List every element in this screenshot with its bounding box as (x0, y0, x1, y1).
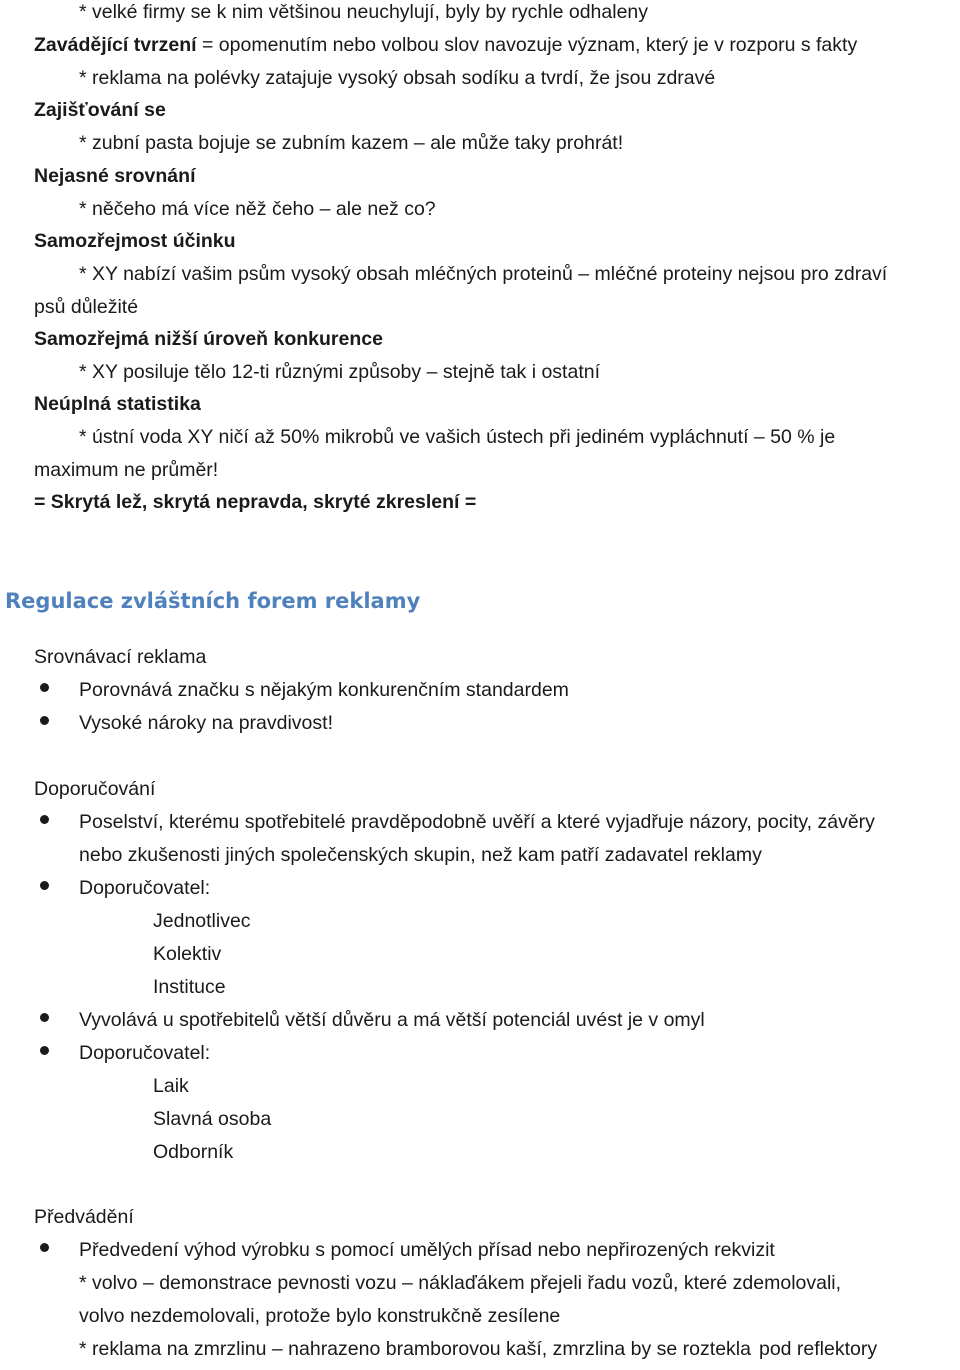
text-line: * XY posiluje tělo 12-ti různými způsoby – stejně tak i ostatní (79, 361, 600, 383)
text-line: * XY nabízí vašim psům vysoký obsah mléčných proteinů – mléčné proteiny nejsou pro zdraví (79, 263, 888, 285)
bullet-item: Vyvolává u spotřebitelů větší důvěru a má větší potenciál uvést je v omyl (79, 1009, 705, 1031)
summary-line (34, 490, 960, 523)
subsection-title: Srovnávací reklama (34, 646, 207, 668)
text-segment: * reklama na zmrzlinu – nahrazeno bramborovou kaší, zmrzlina by se roztekla (79, 1338, 751, 1360)
summary-text: = Skrytá lež, skrytá nepravda, skryté zkreslení = (34, 491, 477, 513)
sub-item: Laik (153, 1075, 189, 1097)
sub-item: Odborník (153, 1141, 234, 1163)
text-line: * volvo – demonstrace pevnosti vozu – náklaďákem přejeli řadu vozů, které zdemolovali, (79, 1272, 842, 1294)
bullet-icon (40, 683, 49, 692)
bullet-item-continuation: nebo zkušenosti jiných společenských skupin, než kam patří zadavatel reklamy (79, 844, 762, 866)
subheading-text: Nejasné srovnání (34, 165, 196, 187)
bullet-icon (40, 1243, 49, 1252)
text-line: * něčeho má více něž čeho – ale než co? (79, 198, 436, 220)
term-bold: Zavádějící tvrzení (34, 34, 197, 56)
text-line: * ústní voda XY ničí až 50% mikrobů ve vašich ústech při jediném vypláchnutí – 50 % je (79, 426, 836, 448)
subheading-text: Samozřejmost účinku (34, 230, 236, 252)
bullet-icon (40, 716, 49, 725)
sub-item: Instituce (153, 976, 226, 998)
text-line: * zubní pasta bojuje se zubním kazem – ale může taky prohrát! (79, 132, 624, 154)
subsection-title: Předvádění (34, 1206, 134, 1228)
bullet-icon (40, 815, 49, 824)
text-line: volvo nezdemolovali, protože bylo konstrukčně zesílene (79, 1305, 561, 1327)
subheading (34, 164, 960, 197)
subheading (34, 229, 960, 262)
subheading-text: Neúplná statistika (34, 393, 201, 415)
text-line (34, 33, 960, 66)
text-segment: pod reflektory (758, 1338, 878, 1360)
sub-item: Slavná osoba (153, 1108, 272, 1130)
bullet-icon (40, 1013, 49, 1022)
bullet-icon (40, 1046, 49, 1055)
subheading (34, 98, 960, 131)
text-line: * reklama na polévky zatajuje vysoký obsah sodíku a tvrdí, že jsou zdravé (79, 67, 716, 89)
bullet-item: Doporučovatel: (79, 1042, 211, 1064)
subheading-text: Samozřejmá nižší úroveň konkurence (34, 328, 383, 350)
bullet-icon (40, 881, 49, 890)
subsection-title: Doporučování (34, 778, 156, 800)
text-line: maximum ne průměr! (34, 459, 219, 481)
bullet-item: Doporučovatel: (79, 877, 211, 899)
subheading (34, 392, 960, 425)
text-line (79, 1337, 960, 1370)
bullet-item: Porovnává značku s nějakým konkurenčním standardem (79, 679, 569, 701)
text-line: * velké firmy se k nim většinou neuchylují, byly by rychle odhaleny (79, 1, 649, 23)
text-line: psů důležité (34, 296, 139, 318)
sub-item: Jednotlivec (153, 910, 251, 932)
subheading-text: Zajišťování se (34, 99, 166, 121)
subheading (34, 327, 960, 360)
bullet-item: Předvedení výhod výrobku s pomocí umělých přísad nebo nepřirozených rekvizit (79, 1239, 775, 1261)
section-heading: Regulace zvláštních forem reklamy (5, 589, 421, 613)
sub-item: Kolektiv (153, 943, 222, 965)
bullet-item: Poselství, kterému spotřebitelé pravděpodobně uvěří a které vyjadřuje názory, pocity, závěry (79, 811, 875, 833)
bullet-item: Vysoké nároky na pravdivost! (79, 712, 333, 734)
term-definition: = opomenutím nebo volbou slov navozuje význam, který je v rozporu s fakty (196, 34, 858, 56)
